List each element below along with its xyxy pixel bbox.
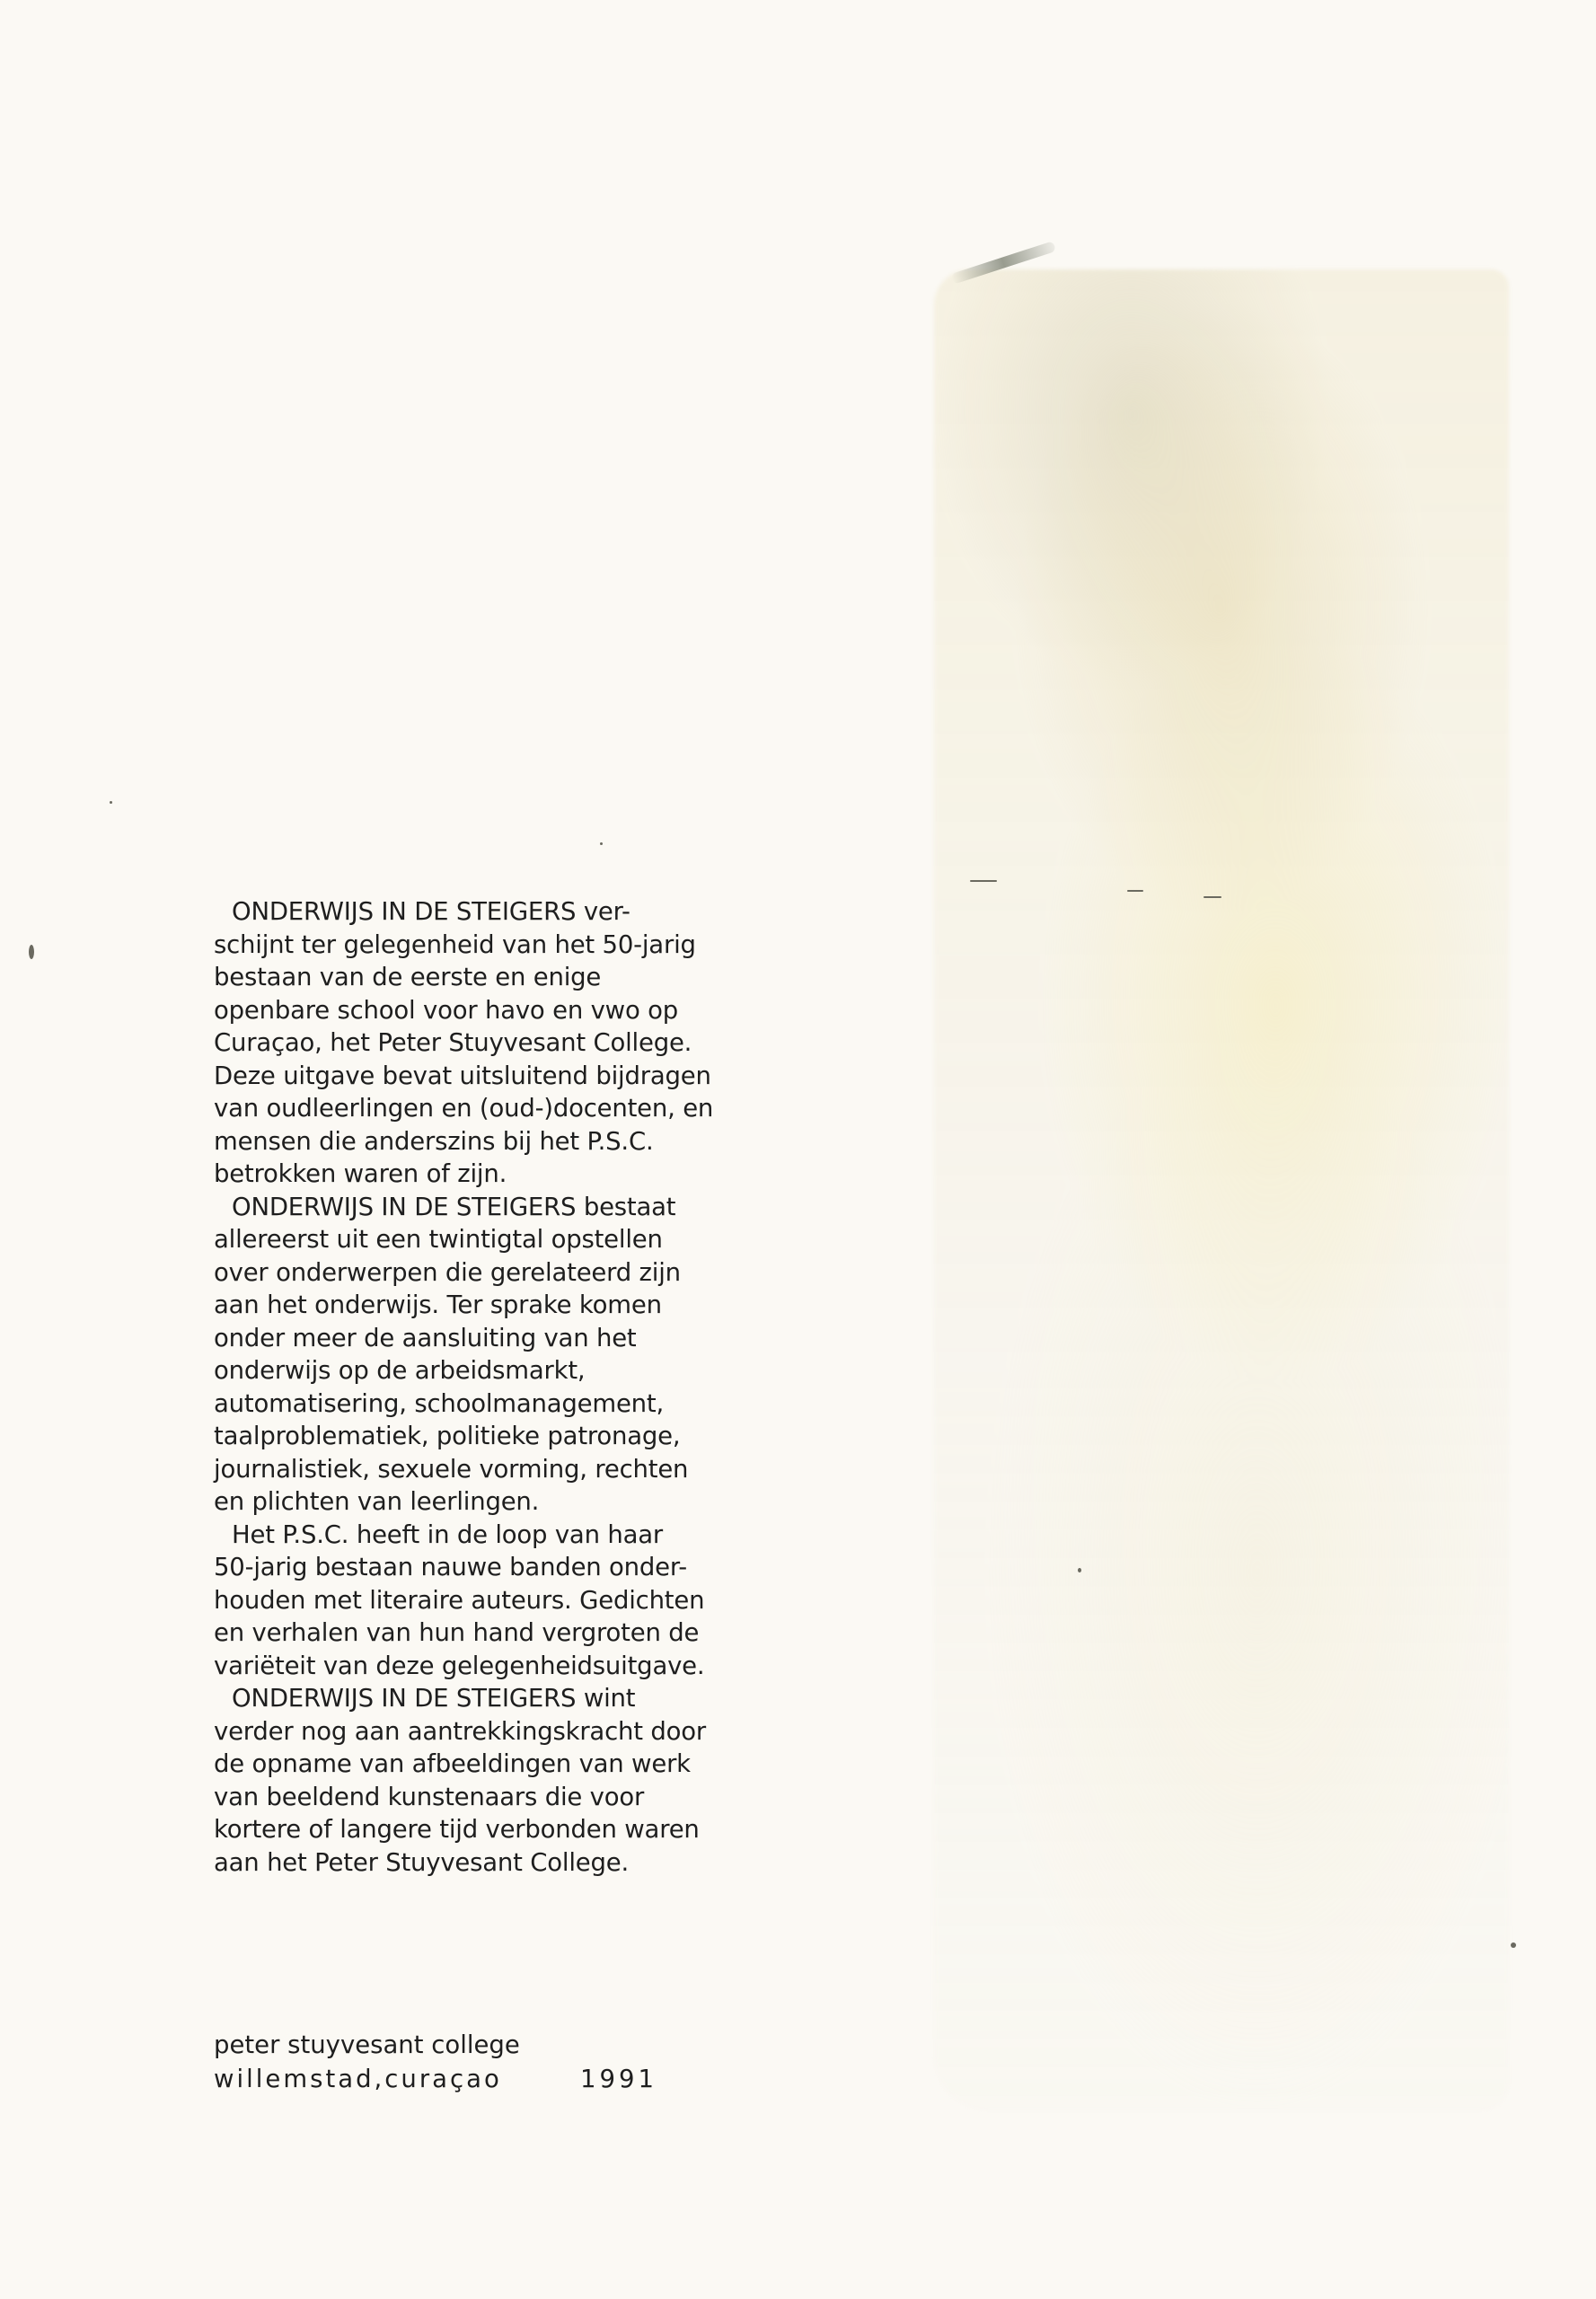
text-line: van oudleerlingen en (oud-)docenten, en [214,1094,714,1123]
text-line: en verhalen van hun hand vergroten de [214,1618,700,1647]
text-line: schijnt ter gelegenheid van het 50-jarig [214,929,696,959]
publisher-name: peter stuyvesant college [214,2030,520,2059]
text-line: betrokken waren of zijn. [214,1159,507,1188]
text-line: allereerst uit een twintigtal opstellen [214,1225,663,1254]
text-line: onder meer de aansluiting van het [214,1323,637,1352]
paragraph-2 [214,1191,753,1519]
text-line: aan het onderwijs. Ter sprake komen [214,1290,662,1319]
text-line: variëteit van deze gelegenheidsuitgave. [214,1651,705,1680]
publication-year: 1991 [580,2065,657,2093]
text-line: verder nog aan aantrekkingskracht door [214,1716,706,1746]
text-line: van beeldend kunstenaars die voor [214,1782,645,1811]
text-line: de opname van afbeeldingen van werk [214,1749,691,1778]
text-line: aan het Peter Stuyvesant College. [214,1847,630,1877]
text-line: Curaçao, het Peter Stuyvesant College. [214,1028,692,1057]
text-line: Het P.S.C. heeft in de loop van haar [232,1519,663,1549]
text-line: ONDERWIJS IN DE STEIGERS bestaat [232,1192,676,1221]
text-line: kortere of langere tijd verbonden waren [214,1815,700,1844]
text-line: 50-jarig bestaan nauwe banden onder- [214,1553,687,1581]
text-line: over onderwerpen die gerelateerd zijn [214,1257,681,1287]
ink-fleck [600,842,603,845]
paragraph-1 [214,895,753,1191]
text-line: ONDERWIJS IN DE STEIGERS ver- [232,897,630,926]
paragraph-3 [214,1519,753,1683]
ink-fleck [1127,890,1143,892]
text-line: en plichten van leerlingen. [214,1487,540,1516]
text-line: houden met literaire auteurs. Gedichten [214,1585,705,1615]
text-line: ONDERWIJS IN DE STEIGERS wint [232,1684,636,1713]
ink-fleck [1078,1568,1081,1572]
watercolour-stain [934,269,1509,2110]
colophon [214,2028,657,2096]
ink-fleck [970,880,997,882]
ink-fleck [1511,1942,1516,1948]
text-line: Deze uitgave bevat uitsluitend bijdragen [214,1061,711,1090]
text-line: automatisering, schoolmanagement, [214,1388,665,1418]
text-line: openbare school voor havo en vwo op [214,995,679,1025]
ink-fleck [1204,896,1221,898]
text-line: mensen die anderszins bij het P.S.C. [214,1126,654,1156]
ink-fleck [110,801,112,804]
blurb-text [214,895,753,1879]
text-line: onderwijs op de arbeidsmarkt, [214,1356,586,1385]
text-line: journalistiek, sexuele vorming, rechten [214,1454,689,1484]
text-line: bestaan van de eerste en enige [214,963,602,991]
text-line: taalproblematiek, politieke patronage, [214,1422,681,1450]
paragraph-4 [214,1682,753,1879]
publisher-city: willemstad,curaçao [214,2065,502,2093]
ink-fleck [29,945,34,959]
